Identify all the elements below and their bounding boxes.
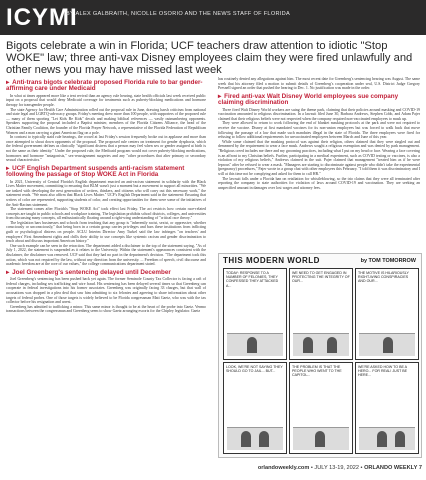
paragraph: The lawsuit falls under a Florida ban on retaliation for whistleblowing, so the trio claims that they were all terminated after reporting the company to state authorities for violation of laws around COVID-19 and vaccination. They are seeking an unspecified amount in damages over lost wages and attorney fees. [218, 176, 420, 190]
paragraph: One such example can be seen in the retraction. The department added a disclaimer to the top of the statement saying, "As of July 1, 2022, the statement is suspended as it relates to the University. Within the statement's appearances consistent with the disclaimer, the disclaimer was removed. UCF said that they had no part in the department's decision. "The department took this action, which was not required by the law, without any direction from the university. ... Freedom of speech, civil discourse and academic freedom are at the core of our values," the college communications department stated. [6, 243, 206, 267]
figure-icon [377, 431, 387, 447]
panel-art [293, 333, 349, 356]
story-headline[interactable]: ▸ Fired anti-vax Walt Disney World employees sue company claiming discrimination [218, 92, 399, 107]
arrow-icon: ▸ [218, 92, 222, 100]
paragraph: Joel Greenberg's sentencing has been pushed back yet again. The former Seminole County Tax Collector is facing a raft of federal charges, including sex trafficking and wire fraud. His sentencing has been delayed several times so that Greenberg can cooperate in federal investigations into his former associates. Greenberg was originally facing 33 charges, but that wall of accusations was dropped in a plea deal that saw him admitting to six felonies and agreeing to share information about other targets of federal probes. One of those targets is widely believed to be Florida congressman Matt Gaetz, who was with the tax collector before his resignation and arrest. [6, 277, 206, 305]
story-4 [218, 94, 420, 191]
arrow-icon: ▸ [6, 79, 10, 86]
panel-art [293, 427, 349, 450]
comic-panel: THE MOTIVE IS HILARIOUSLY RIGHT-WING CONSPIRACIES AND OUR... [355, 268, 419, 360]
paragraph: While some claimed that the masking protocol was against their religion, others claimed that they were singled out and demeaned by the requirement to wear a face mask. Andrews sought a religious exemption and was denied by park management. "Religious creed includes me there and my grooming practices, including what I put on my head or face. Wearing a face covering is an affront to my Christian beliefs. Further, participating in a medical experiment, such as COVID testing or vaccines, is also a violation of my religious beliefs," Andrews claimed in the suit. Pajer claimed that management "treated him as if he were leprous" after he refused to wear a mask. "Managers are starting to discriminate against people who didn't take the experimental (pregnancy) procedures," Pajer wrote in a group chat with other employees this February. "I told them it was discriminatory and I will at this time not be complying and asked for them to call HR." [218, 139, 420, 176]
story-1 [6, 80, 206, 163]
comic-panel: LOOK, WE'RE NOT SAYING THEY SHOULD GO TO JAIL... BUT... [223, 362, 287, 454]
figure-icon [259, 431, 269, 447]
figure-icon [315, 431, 325, 447]
story-3 [6, 270, 206, 314]
header-banner [0, 0, 426, 35]
comic-panel: TODAY: RESPONSE TO A NUMBER OF FELONIES, THEY CONFESSED THEY ATTACKED A... [223, 268, 287, 360]
footer-date: JULY 13-19, 2022 [314, 465, 359, 471]
comic-panel: WE NEED TO GET ENGAGED IN PROTECTING THE INTEGRITY OF OUR... [289, 268, 353, 360]
figure-icon [241, 431, 251, 447]
panel-art [359, 427, 415, 450]
story-headline[interactable]: ▸ UCF English Department suspends anti-racism statement following the passage of Stop WOKE Act in Florida [6, 164, 185, 179]
panel-art [227, 427, 283, 450]
story-continuation [218, 77, 420, 91]
story-headline[interactable]: ▸ Joel Greenberg's sentencing delayed until December [6, 268, 171, 276]
comic-title: THIS MODERN WORLD [223, 256, 320, 265]
panel-art [227, 333, 283, 356]
footer-site[interactable]: orlandoweekly.com [257, 465, 310, 471]
paragraph: The legislation bars businesses and schools from teaching that any group is "inherently racist, sexist, or oppressive, whether consciously or unconsciously," that being born in a certain group carries privileges and bars these institutions from inflicting guilt or psychological distress on people. ACLU Interim Director Amy Turkel said the law infringes "on teachers' and employers' First Amendment rights and chills their ability to use concepts like systemic racism and gender discrimination to teach about and discuss important American history." [6, 220, 206, 244]
figure-icon [303, 337, 313, 353]
comic-credit: by TOM TOMORROW [360, 258, 416, 264]
story-body [218, 108, 420, 191]
page-number: 7 [418, 465, 422, 471]
arrow-icon: ▸ [6, 164, 10, 172]
story-2 [6, 166, 206, 267]
paragraph: has routinely denied any allegations against him. The most recent date for Greenberg's sentencing hearing was August. The same week that his attorney filed a motion to submit details of Greenberg's cooperation under seal, U.S. District Judge Gregory Presnell signed an order that pushed the hearing to Dec. 1. No justification was made in the order. [218, 77, 420, 91]
paragraph: Greenberg has admitted to trafficking a minor. This same minor is thought to be at the heart of the probe into Gaetz. Venmo transactions between the congressman and Greenberg seem to show Gaetz arranging escorts for the Chipley legislator. Gaetz [6, 304, 206, 314]
paragraph: They were allowed to return to work following the end of blanket masking protocols at the park and were not required to receive the vaccine. Disney at first mandated vaccines for its non-union employees but was forced to walk back that move following the passage of a law that made such mandates illegal in the state of Florida. The three employees were fired for refusing to follow additional requirements for unvaccinated employees between March and June of this year. [218, 121, 420, 140]
paragraph: In what at times appeared more like a tent revival than an agency rule hearing, state health officials last week received public input on a proposal that would deny Medicaid coverage for treatments such as puberty-blocking medications and hormone therapy for transgender people. [6, 93, 206, 107]
byline: BY ALEX GALBRAITH, NICOLLE OSORIO AND THE NEWS STAFF OF FLORIDA [66, 11, 291, 17]
figure-icon [247, 337, 257, 353]
footer-separator: • [310, 465, 315, 471]
page-footer [210, 465, 422, 471]
story-body [6, 94, 206, 163]
figure-icon [327, 337, 337, 353]
footer-separator: • [360, 465, 365, 471]
left-column [6, 77, 206, 471]
paragraph: In 2021, University of Central Florida's English department enacted an anti-racism statement in solidarity with the Black Lives Matter movement, committing to ensuring that BLM wasn't just a moment but a movement to support all minorities. "We are tasked with developing the next generation of writers, thinkers, and citizens who will carry out this necessary work," the statement reads. "We must also affirm that Black Lives Matter." UCF's English Department said in the statement: Ensuring that writers of color are represented, supporting students of color, and creating opportunities for them were some of the initiatives of the Anti-Racism statement. [6, 179, 206, 207]
comic-panel: THE PROBLEM IS THAT THE PEOPLE WHO WENT TO THE CAPITOL... [289, 362, 353, 454]
figure-icon [383, 337, 393, 353]
section-logo: ICYMI [6, 4, 78, 31]
story-body [6, 277, 206, 314]
comic-strip [218, 253, 422, 458]
figure-icon [395, 431, 405, 447]
paragraph: Three fired Walt Disney World workers are suing the theme park, claiming that their policies around masking and COVID-19 vaccination amounted to religious discrimination. In a lawsuit filed June 30, Barbara Andrews, Stephen Cobb, and Adam Pajer claimed that their religious beliefs were not respected when the company required non-vaccinated employees to mask up. [218, 107, 420, 121]
right-column [218, 77, 420, 190]
story-headline[interactable]: ▸ Anti-trans bigots celebrate proposed Florida rule to bar gender-affirming care under Medicaid [6, 79, 203, 93]
comic-panel: WE'RE ASKED HOW TO BE A HERO... FOR REAL! JUST BE HERE... [355, 362, 419, 454]
deck: Bigots celebrate a win in Florida; UCF teachers draw attention to idiotic "Stop WOKE" law; three anti-vax Disney employees claim they were fired unlawfully and other news you may have missed last week [6, 40, 413, 77]
paragraph: In contrast to typically staid rule hearings, the crowd at last Friday's session frequently broke out in applause and more than once attempted to shout down opponents of the proposal. The proposed rule centers on treatment for gender dysphoria, which the federal government defines as clinically "significant distress that a person may feel when sex or gender assigned at birth is not the same as their identity." Under the proposed rule, the Medicaid program would not cover puberty-blocking medications, hormones and hormone "antagonists," sex-reassignment surgeries and any "other procedures that alter primary or secondary sexual characteristics." [6, 135, 206, 163]
arrow-icon: ▸ [6, 268, 10, 276]
panel-art [359, 333, 415, 356]
paragraph: The statement comes after Florida's "Stop WOKE Act" took effect last Friday. The act restricts how certain race-related concepts are taught in public schools and workplace training. The legislation prohibits school districts, colleges, and universities from discussing many concepts, all enthusiastically floating around a right-wing understanding of "critical race theory." [6, 207, 206, 221]
footer-publication: ORLANDO WEEKLY [364, 465, 418, 471]
paragraph: The state Agency for Health Care Administration rolled out the proposal rule in June, drawing harsh criticism from national and state legal and LGBTQ-advocacy groups. Friday's meeting drew more than 100 people, with supporters of the proposed rule — many of them sporting "Let Kids Be Kids" decals and making biblical references — vastly outnumbering opponents. Speakers supporting the proposal included a Baptist minister, members of the Florida Citizens Alliance, the head of the Christian Family Coalition, the founder of the Florida Prayer Network, a representative of the Florida Federation of Republican Women and a man carrying a giant American flag on a pole. [6, 107, 206, 135]
story-body [6, 180, 206, 267]
